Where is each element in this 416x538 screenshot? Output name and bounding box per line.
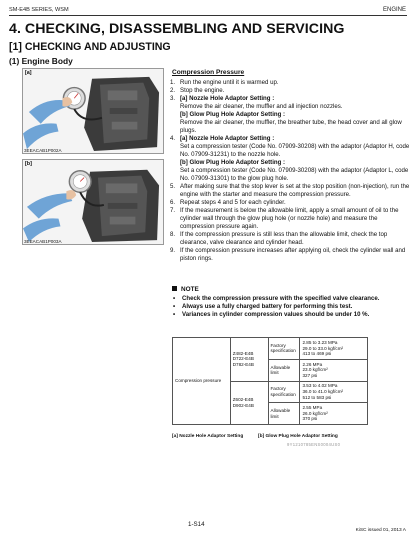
spec-item-label: Compression pressure: [173, 338, 231, 425]
page-title: 4. CHECKING, DISASSEMBLING AND SERVICING: [9, 21, 345, 37]
spec-models-group-2: Z602-E4B D902-E4B: [230, 381, 268, 425]
figure-glow-plug-photo: [22, 159, 164, 245]
issue-info: KiSC issued 01, 2013 A: [355, 528, 406, 533]
spec-table: [172, 337, 368, 425]
note-square-icon: [172, 286, 177, 291]
procedure-title: Compression Pressure: [172, 69, 245, 76]
step-9: 9. If the compression pressure increases after applying oil, check the cylinder wall and piston rings.: [170, 247, 406, 262]
section-title: [1] CHECKING AND ADJUSTING: [9, 41, 171, 53]
step-8: 8. If the compression pressure is still less than the allowable limit, check the top clearance, valve clearance and cylinder head.: [170, 231, 388, 246]
spec-g1-factory-value: 2.85 to 3.23 MPa 29.0 to 33.0 kgf/cm² 413 to 469 psi: [300, 338, 368, 360]
step-5: 5. After making sure that the stop lever is set at the stop position (non-injection), run the engine with the starter and measure the compression pressure.: [170, 183, 410, 198]
procedure-steps: [170, 79, 410, 263]
note-list: [172, 295, 406, 319]
note-heading: NOTE: [172, 286, 199, 293]
note-item: • Check the compression pressure with the specified valve clearance.: [172, 295, 406, 303]
header-divider: [9, 15, 407, 16]
spec-models-group-1: Z482-E4B D722-E4B D782-E4B: [230, 338, 268, 382]
spec-allowable-label: Allowable limit: [268, 359, 300, 381]
step-4: 4. [a] Nozzle Hole Adaptor Setting : Set a compression tester (Code No. 07909-30208) with the adaptor (Adaptor H, code No. 07909-31231) to the nozzle hole. [b] Glow Plug Hole Adaptor Setting : Set a compression tester (Code No. 07909-30208) with the adaptor (Adaptor L, code No. 07909-31301) to the glow plug hole.: [170, 135, 410, 182]
note-item: • Always use a fully charged battery for performing this test.: [172, 303, 406, 311]
figure-nozzle-hole-photo: [22, 68, 164, 154]
step-7: 7. If the measurement is below the allowable limit, apply a small amount of oil to the cylinder wall through the glow plug hole (or nozzle hole) and measure the compression pressure again.: [170, 207, 399, 230]
header-chapter: ENGINE: [382, 7, 406, 13]
step-1: 1. Run the engine until it is warmed up.: [170, 79, 279, 86]
caption-a: [a] Nozzle Hole Adaptor Setting: [172, 434, 244, 439]
figure-b-code: 3EEACAB1P003A: [24, 239, 62, 244]
spec-factory-label: Factory specification: [268, 381, 300, 403]
header-series: SM-E4B SERIES, WSM: [9, 7, 69, 13]
spec-g2-allowable-value: 2.55 MPa 26.0 kgf/cm² 370 psi: [300, 403, 368, 425]
note-item: • Variances in cylinder compression values should be under 10 %.: [172, 311, 406, 319]
spec-allowable-label: Allowable limit: [268, 403, 300, 425]
spec-factory-label: Factory specification: [268, 338, 300, 360]
figure-a-label: [a]: [25, 70, 32, 76]
document-code: 9Y1210785ENS0004US0: [287, 442, 341, 447]
page-number: 1-S14: [188, 521, 205, 528]
step-6: 6. Repeat steps 4 and 5 for each cylinder.: [170, 199, 286, 206]
step-2: 2. Stop the engine.: [170, 87, 225, 94]
caption-b: [b] Glow Plug Hole Adaptor Setting: [258, 434, 338, 439]
spec-g2-factory-value: 3.53 to 4.02 MPa 36.0 to 41.0 kgf/cm² 512 to 583 psi: [300, 381, 368, 403]
spec-g1-allowable-value: 2.26 MPa 23.0 kgf/cm² 327 psi: [300, 359, 368, 381]
subsection-title: (1) Engine Body: [9, 56, 73, 66]
figure-b-label: [b]: [25, 161, 32, 167]
figure-a-code: 3EEACAB1P002A: [24, 148, 62, 153]
step-3: 3. [a] Nozzle Hole Adaptor Setting : Remove the air cleaner, the muffler and all injection nozzles. [b] Glow Plug Hole Adaptor Setting : Remove the air cleaner, the muffler, the breather tube, the head cover and all glow plugs.: [170, 95, 402, 134]
